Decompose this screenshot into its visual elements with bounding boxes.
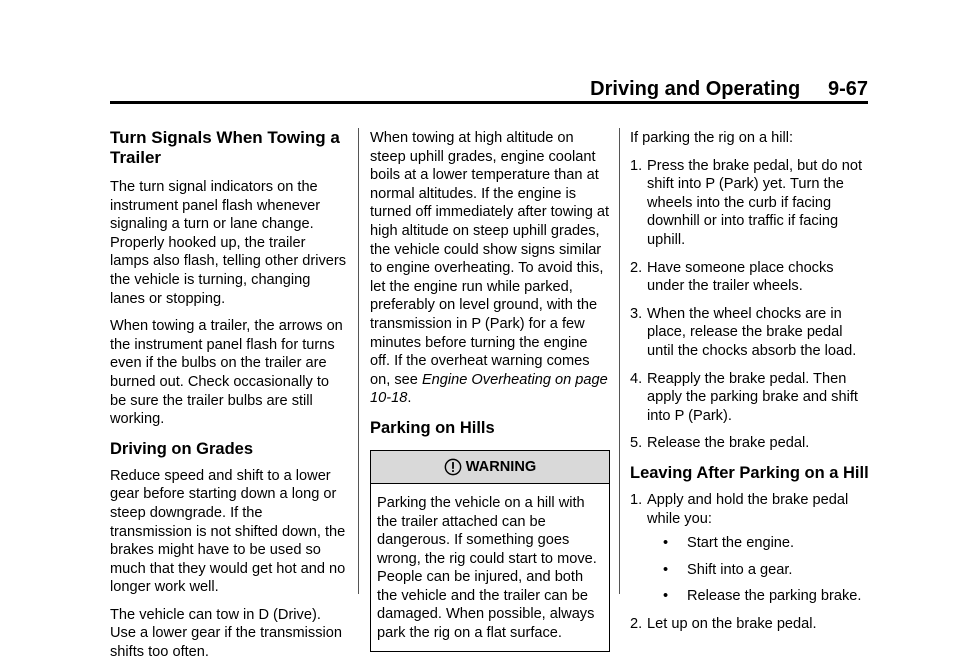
header-title: Driving and Operating 9-67 [590, 78, 868, 100]
step-text: Reapply the brake pedal. Then apply the parking brake and shift into P (Park). [647, 370, 858, 424]
step-text: Press the brake pedal, but do not shift into P (Park) yet. Turn the wheels into the curb if facing downhill or into traffic if facing uphill. [647, 157, 862, 248]
bullet-item [647, 561, 870, 580]
step-number: 4. [630, 370, 643, 387]
header-rule [110, 101, 868, 104]
parking-steps-list [630, 157, 870, 453]
step-number: 1. [630, 157, 643, 174]
step-number: 2. [630, 259, 643, 276]
warning-icon [444, 458, 462, 476]
bullet-item [647, 587, 870, 606]
bullet-icon: • [663, 535, 669, 552]
list-item [630, 491, 870, 606]
heading-parking-hills: Parking on Hills [370, 418, 495, 437]
cross-reference-link[interactable]: Engine Overheating on page 10-18 [370, 371, 608, 407]
warning-title: WARNING [465, 458, 537, 475]
bullet-item [647, 534, 870, 553]
step-text: Let up on the brake pedal. [647, 615, 817, 632]
column-3 [630, 129, 870, 642]
column-divider [619, 128, 620, 594]
warning-box [370, 450, 610, 652]
paragraph: The vehicle can tow in D (Drive). Use a lower gear if the transmission shifts too often. [110, 606, 342, 661]
list-item [630, 305, 870, 361]
bullet-text: Release the parking brake. [687, 588, 862, 605]
step-number: 5. [630, 435, 643, 452]
bullet-icon: • [663, 588, 669, 605]
paragraph: If parking the rig on a hill: [630, 130, 794, 146]
list-item [630, 434, 870, 453]
page-header [110, 78, 868, 102]
paragraph: When towing a trailer, the arrows on the instrument panel flash for turns even if the bulbs on the trailer are burned out. Check occasionally to be sure the trailer bulbs are still working. [110, 318, 343, 428]
warning-text: Parking the vehicle on a hill with the trailer attached can be dangerous. If something goes wrong, the rig could start to move. People can be injured, and both the vehicle and the trailer can be damaged. When possible, always park the rig on a flat surface. [377, 494, 597, 642]
step-number: 2. [630, 615, 643, 632]
step-number: 3. [630, 305, 643, 322]
bullet-icon: • [663, 561, 669, 578]
step-text: Release the brake pedal. [647, 435, 810, 452]
list-item [630, 615, 870, 634]
paragraph-text: When towing at high altitude on steep uphill grades, engine coolant boils at a lower temperature than at normal altitudes. If the engine is turned off immediately after towing at high altitude on steep uphill grades, the vehicle could show signs similar to engine overheating. To avoid this, let the engine run while parked, preferably on level ground, with the transmission in P (Park) for a few minutes before turning the engine off. If the overheat warning comes on, see [370, 130, 610, 388]
heading-turn-signals: Turn Signals When Towing a Trailer [110, 128, 340, 167]
step-text: Apply and hold the brake pedal while you: [647, 491, 849, 527]
step-number: 1. [630, 491, 643, 508]
heading-driving-grades: Driving on Grades [110, 439, 254, 458]
bullet-list [647, 534, 870, 606]
bullet-text: Shift into a gear. [687, 561, 793, 578]
list-item [630, 259, 870, 296]
leaving-steps-list [630, 491, 870, 634]
heading-leaving-hill: Leaving After Parking on a Hill [630, 463, 869, 482]
warning-header [371, 451, 609, 484]
column-2 [370, 129, 610, 652]
paragraph: Reduce speed and shift to a lower gear before starting down a long or steep downgrade. If the transmission is not shifted down, the brakes might have to be used so much that they would get hot and no longer work well. [110, 467, 346, 596]
paragraph: The turn signal indicators on the instrument panel flash whenever signaling a turn or lane change. Properly hooked up, the trailer lamps also flash, telling other drivers the vehicle is turning, changing lanes or stopping. [110, 179, 347, 307]
list-item [630, 157, 870, 250]
step-text: Have someone place chocks under the trailer wheels. [647, 259, 834, 295]
step-text: When the wheel chocks are in place, release the brake pedal until the chocks absorb the load. [647, 305, 857, 359]
list-item [630, 370, 870, 426]
column-divider [358, 128, 359, 594]
paragraph [370, 129, 610, 408]
paragraph-end: . [407, 390, 412, 407]
column-1 [110, 128, 348, 671]
bullet-text: Start the engine. [687, 535, 795, 552]
